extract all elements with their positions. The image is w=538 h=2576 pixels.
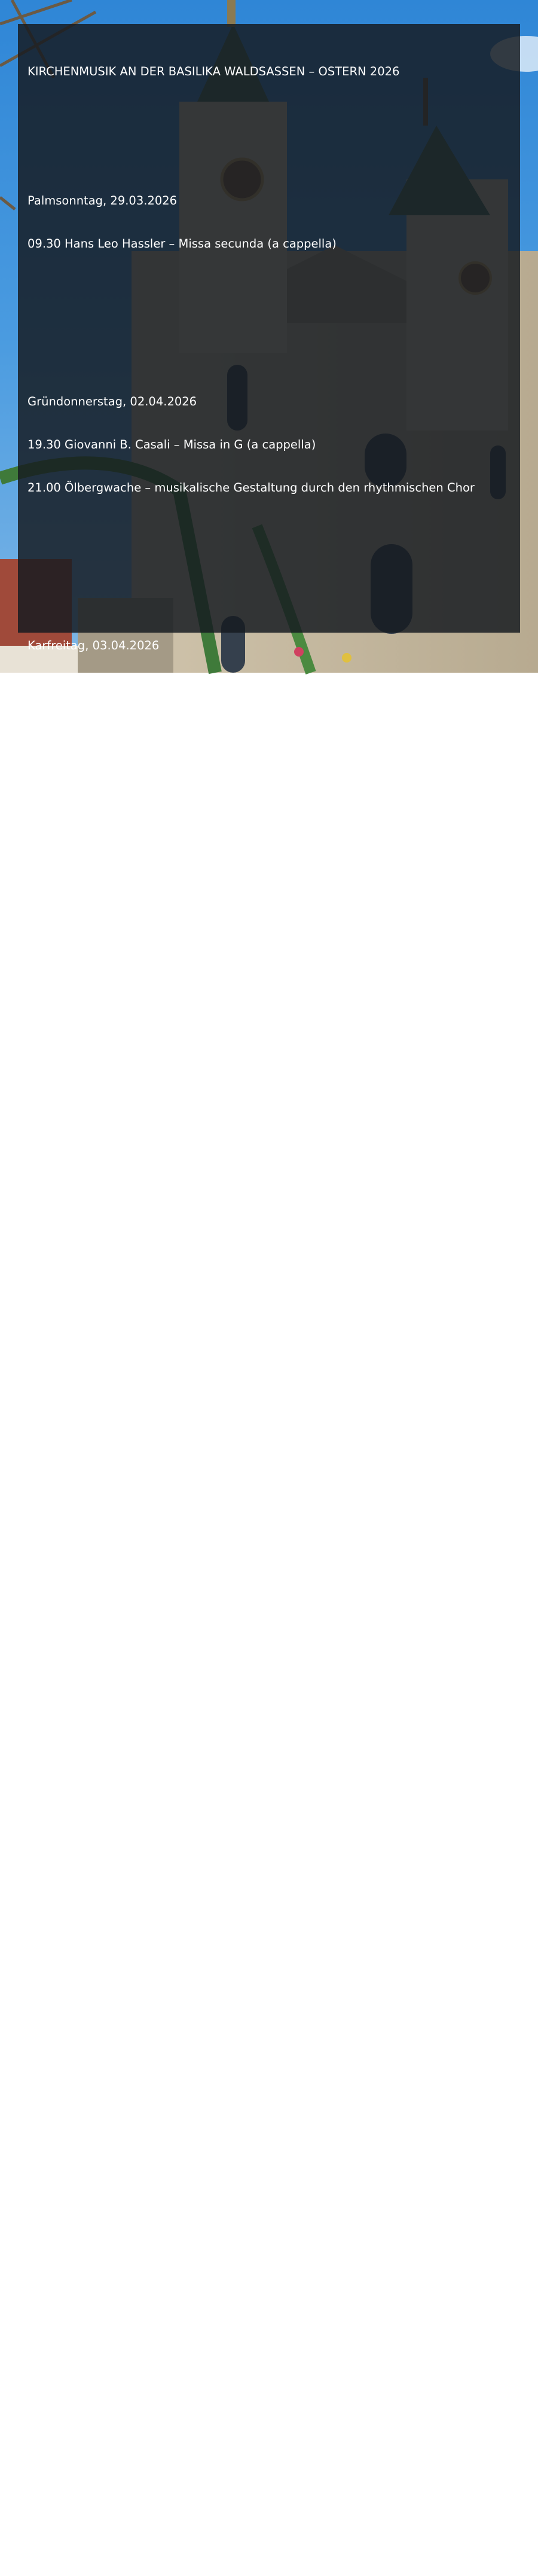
service-line: 09.30 Gemeindegesang xyxy=(27,1571,167,1585)
performers-section xyxy=(27,2346,520,2547)
program-panel xyxy=(18,24,520,2518)
day-karfreitag xyxy=(27,610,520,768)
day-heading: Gründonnerstag, 02.04.2026 xyxy=(27,395,197,408)
performer-line: Peter Kosmus (Orgel) xyxy=(27,2461,151,2475)
day-weisser-sonntag xyxy=(27,1500,520,1658)
day-gruendonnerstag xyxy=(27,366,520,524)
service-line: 15.00 Konzert – Kammerchor Frauenkirche Dresden xyxy=(27,1614,328,1628)
performer-line: KMD Andreas Sagstetter (Leitung) xyxy=(27,2504,227,2518)
day-ostersonntag xyxy=(27,1055,520,1213)
service-line: 09.30 Anton Bruckner – Windhaagermesse xyxy=(27,1815,277,1829)
program-text xyxy=(27,36,520,2576)
day-heading: Karfreitag, 03.04.2026 xyxy=(27,639,160,652)
service-line: 15.00 Liturgiegesänge xyxy=(27,682,158,695)
performers-heading: Ausführende: xyxy=(27,2375,106,2389)
day-heading: 4. Sonntag der Osterzeit, 26.04.2026 xyxy=(27,1973,245,1987)
service-line: 09.30 W. A. Mozart – Trinitatismesse KV 167 (Chor, Orchester, Orgel) xyxy=(27,1127,427,1140)
service-line: 19.30 Giovanni B. Casali – Missa in G (a cappella) xyxy=(27,438,316,451)
service-line: 21.00 Ölbergwache – musikalische Gestaltung durch den rhythmischen Chor xyxy=(27,481,475,495)
program-title: KIRCHENMUSIK AN DER BASILIKA WALDSASSEN – OSTERN 2026 xyxy=(27,65,400,78)
service-line: 20.00 Grabmusik xyxy=(27,725,128,738)
day-osternacht xyxy=(27,854,520,969)
day-heading: Palmsonntag, 29.03.2026 xyxy=(27,194,178,207)
service-line: 09.30 Charles Gounod – Messe breve in C (Chor, Orgel) xyxy=(27,1371,350,1384)
day-heading: 5. Sonntag der Osterzeit, 03.05.2026 xyxy=(27,2174,245,2188)
day-heading: Weißer Sonntag, 12.04.2026 xyxy=(27,1528,195,1542)
day-ostermontag xyxy=(27,1299,520,1414)
service-line: 09.30 Hans Leo Hassler – Missa secunda (a cappella) xyxy=(27,237,337,251)
service-line: 21.00 Christopher Tambling – Messe in G (Chor, Orgel, Bläser) xyxy=(27,926,389,939)
day-palmsonntag xyxy=(27,165,520,280)
performer-line: Solisten, Chor & Orchester der Basilika Waldsassen xyxy=(27,2418,326,2432)
service-line: 09.30 W. A. Mozart – Orgelsolomesse KV 259 xyxy=(27,2217,289,2231)
day-heading: Ostermontag, 06.04.2026 xyxy=(27,1327,179,1341)
service-line: 17.00 Ostervesper xyxy=(27,1170,136,1183)
day-5-sonntag-osterzeit xyxy=(27,2145,520,2260)
day-3-sonntag-osterzeit xyxy=(27,1744,520,1858)
day-heading: Osternacht, 04.04.2026 xyxy=(27,883,166,896)
day-heading: 3. Sonntag der Osterzeit, 19.04.2026 xyxy=(27,1772,245,1786)
service-line: 09.30 J. G. Rheinberger – Messe in A xyxy=(27,2016,240,2030)
day-heading: Ostersonntag, 05.04.2026 xyxy=(27,1083,181,1097)
day-4-sonntag-osterzeit xyxy=(27,1945,520,2059)
